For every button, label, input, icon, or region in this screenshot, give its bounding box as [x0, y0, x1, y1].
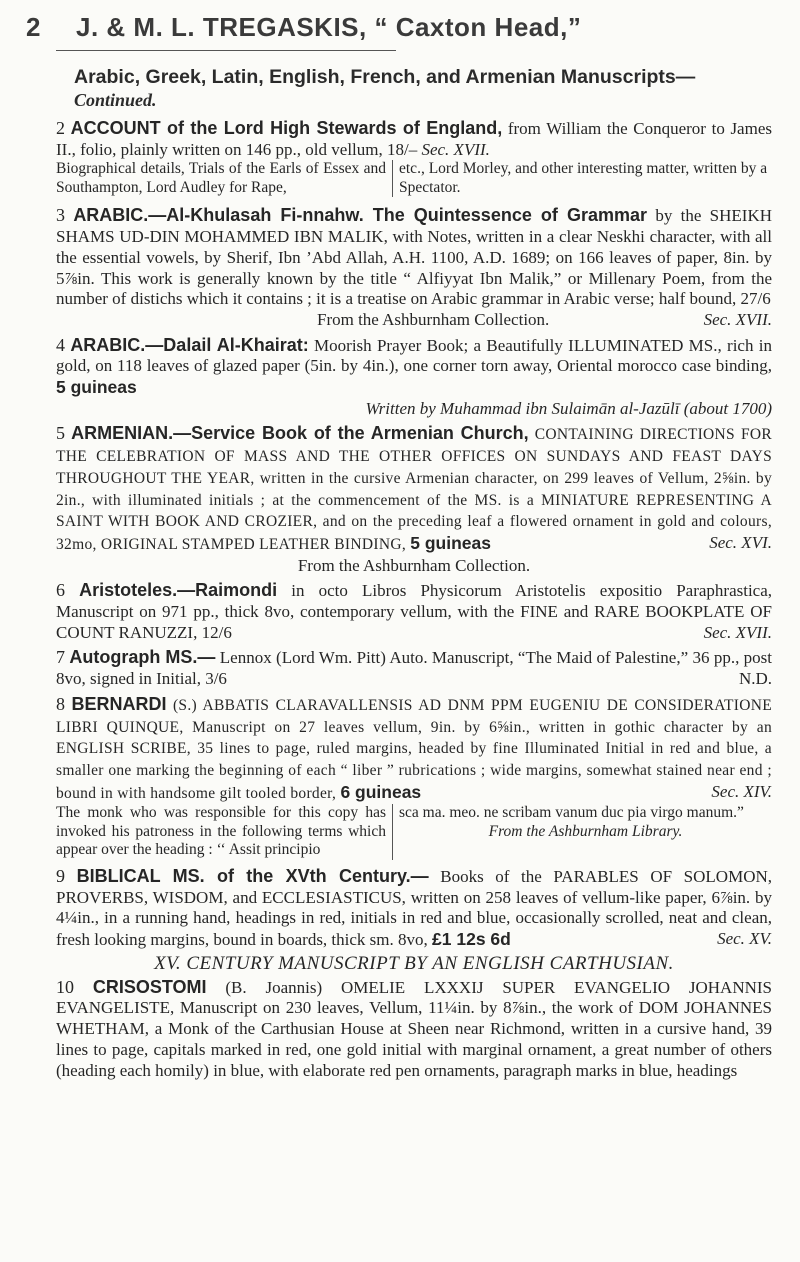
- entry-price: 5 guineas: [56, 377, 137, 398]
- catalogue-entry: [56, 423, 772, 576]
- catalogue-entry: [56, 205, 772, 330]
- entry-body: Books of the PARABLES OF SOLOMON, PROVERBS, WISDOM, and ECCLESIASTICUS, written on 258 leaves of vellum-like paper, 6⅞in. by 4¼in., in a running hand, headings in red, initials in red and blue, occasionally scrolled, neat and clean, fresh looking margins, bound in boards, thick sm. 8vo,: [56, 866, 772, 949]
- note-right: sca ma. meo. ne scribam vanum duc pia virgo manum.”: [399, 804, 744, 822]
- entry-price: 5 guineas: [410, 532, 491, 553]
- catalogue-entry: [56, 647, 772, 689]
- entry-century: Sec. XVI.: [709, 532, 772, 552]
- entry-body: by the SHEIKH SHAMS UD-DIN MOHAMMED IBN MALIK, with Notes, written in a clear Neskhi character, with all the essential vowels, by Sherif, Ibn ’Abd Allah, A.H. 1100, A.D. 1689; on 166 leaves of paper, 8in. by 5⅞in. This work is generally known by the title “ Alfiyyat Ibn Malik,” or Millenary Poem, from the number of distichs which it contains ; it is a treatise on Arabic grammar in Arabic verse; half bound, 27/6: [56, 206, 773, 309]
- note-left: Biographical details, Trials of the Earls of Essex and Southampton, Lord Audley for Rape,: [56, 160, 393, 197]
- entry-number: 8: [56, 693, 65, 714]
- entry-heading: BERNARDI: [71, 693, 167, 714]
- page-number: 2: [26, 12, 41, 42]
- entry-body: (B. Joannis) OMELIE LXXXIJ SUPER EVANGELIO JOHANNIS EVANGELISTE, Manuscript on 230 leaves, Vellum, 11¼in. by 8⅞in., the work of DOM JOHANNES WHETHAM, a Monk of the Carthusian House at Sheen near Richmond, written in a cursive hand, 39 lines to page, capitals marked in red, one gold initial with marginal ornament, a great number of others (heading each homily) in blue, with elaborate red pen ornaments, paragraph marks in blue, headings: [56, 977, 773, 1080]
- entry-body: CONTAINING DIRECTIONS FOR THE CELEBRATION OF MASS AND THE OTHER OFFICES ON SUNDAYS AND FEAST DAYS THROUGHOUT THE YEAR, written in the cursive Armenian character, on 299 leaves of Vellum, 2⅝in. by 2in., with illuminated initials ; at the commencement of the MS. is a MINIATURE REPRESENTING A SAINT WITH BOOK AND CROZIER, and on the preceding leaf a flowered ornament in gold and colours, 32mo, ORIGINAL STAMPED LEATHER BINDING,: [56, 426, 773, 553]
- entry-heading: BIBLICAL MS. of the XVth Century.—: [76, 865, 429, 886]
- running-head: [26, 0, 772, 56]
- entry-note: [56, 804, 772, 860]
- entry-body: Moorish Prayer Book; a Beautifully ILLUMINATED MS., rich in gold, on 118 leaves of glazed paper (5in. by 4in.), one corner torn away, Oriental morocco case binding,: [56, 335, 773, 376]
- catalogue-entry: [56, 977, 772, 1082]
- entry-heading: Aristoteles.—Raimondi: [79, 580, 278, 601]
- entry-century: Sec. XV.: [717, 929, 772, 948]
- entry-scribe: Written by Muhammad ibn Sulaimān al-Jazūlī (about 1700): [365, 398, 772, 418]
- entry-century: Sec. XVII.: [703, 622, 772, 642]
- entry-heading: ARMENIAN.—Service Book of the Armenian Church,: [71, 423, 529, 444]
- entry-provenance: From the Ashburnham Library.: [488, 822, 683, 840]
- header-rule: [56, 50, 396, 51]
- entry-provenance: From the Ashburnham Collection.: [316, 309, 550, 329]
- entry-number: 6: [56, 580, 65, 601]
- entry-body: (S.) ABBATIS CLARAVALLENSIS AD DNM PPM EUGENIU DE CONSIDERATIONE LIBRI QUINQUE, Manuscript on 27 leaves vellum, 9in. by 6⅝in., written in gothic character by an ENGLISH SCRIBE, 35 lines to page, ruled margins, headed by fine Illuminated Initial in red and blue, a smaller one marking the beginning of each “ liber ” rubrications ; wide margins, somewhat stained near end ; bound in with handsome gilt tooled border,: [56, 696, 773, 802]
- entry-number: 3: [56, 205, 65, 226]
- catalogue-entry: [56, 335, 772, 420]
- entry-number: 9: [56, 865, 65, 886]
- catalogue-entry: [56, 118, 772, 160]
- entry-provenance: From the Ashburnham Collection.: [297, 555, 531, 575]
- entry-price: £1 12s 6d: [432, 929, 511, 949]
- entry-number: 2: [56, 118, 65, 138]
- entry-number: 10: [56, 976, 74, 997]
- section-title: Arabic, Greek, Latin, English, French, and Armenian Manuscripts—Continued.: [74, 66, 696, 110]
- entry-body: from William the Conqueror to James II., folio, plainly written on 146 pp., old vellum, 18/–: [56, 119, 772, 159]
- entry-century: Sec. XIV.: [711, 781, 772, 801]
- entry-heading: ARABIC.—Al-Khulasah Fi-nnahw. The Quintessence of Grammar: [73, 205, 647, 226]
- catalogue-header-title: J. & M. L. TREGASKIS, “ Caxton Head,”: [76, 12, 582, 42]
- entry-note: [56, 160, 772, 197]
- entry-heading: ARABIC.—Dalail Al-Khairat:: [70, 334, 309, 355]
- entry-number: 5: [56, 423, 65, 444]
- entry-date: N.D.: [738, 669, 772, 689]
- entry-century: Sec. XVII.: [421, 139, 490, 159]
- entry-heading: Autograph MS.—: [69, 647, 216, 668]
- note-left: The monk who was responsible for this copy has invoked his patroness in the following terms which appear over the heading : ‘‘ Assit principio: [56, 804, 393, 860]
- catalogue-entry: [56, 694, 772, 805]
- entry-heading: ACCOUNT of the Lord High Stewards of England,: [70, 118, 503, 138]
- entry-price: 6 guineas: [340, 781, 422, 802]
- section-subheading: XV. CENTURY MANUSCRIPT BY AN ENGLISH CARTHUSIAN.: [154, 952, 674, 974]
- entry-body: in octo Libros Physicorum Aristotelis expositio Paraphrastica, Manuscript on 971 pp., thick 8vo, contemporary vellum, with the FINE and RARE BOOKPLATE OF COUNT RANUZZI, 12/6: [56, 581, 773, 642]
- note-right: etc., Lord Morley, and other interesting matter, written by a Spectator.: [399, 160, 768, 196]
- entry-body: Lennox (Lord Wm. Pitt) Auto. Manuscript, “The Maid of Palestine,” 36 pp., post 8vo, signed in Initial, 3/6: [56, 648, 772, 689]
- entry-century: Sec. XVII.: [703, 309, 772, 329]
- entry-heading: CRISOSTOMI: [92, 976, 207, 997]
- catalogue-entry: [56, 866, 772, 951]
- entry-number: 7: [56, 647, 65, 668]
- catalogue-entry: [56, 580, 772, 643]
- entry-number: 4: [56, 334, 65, 355]
